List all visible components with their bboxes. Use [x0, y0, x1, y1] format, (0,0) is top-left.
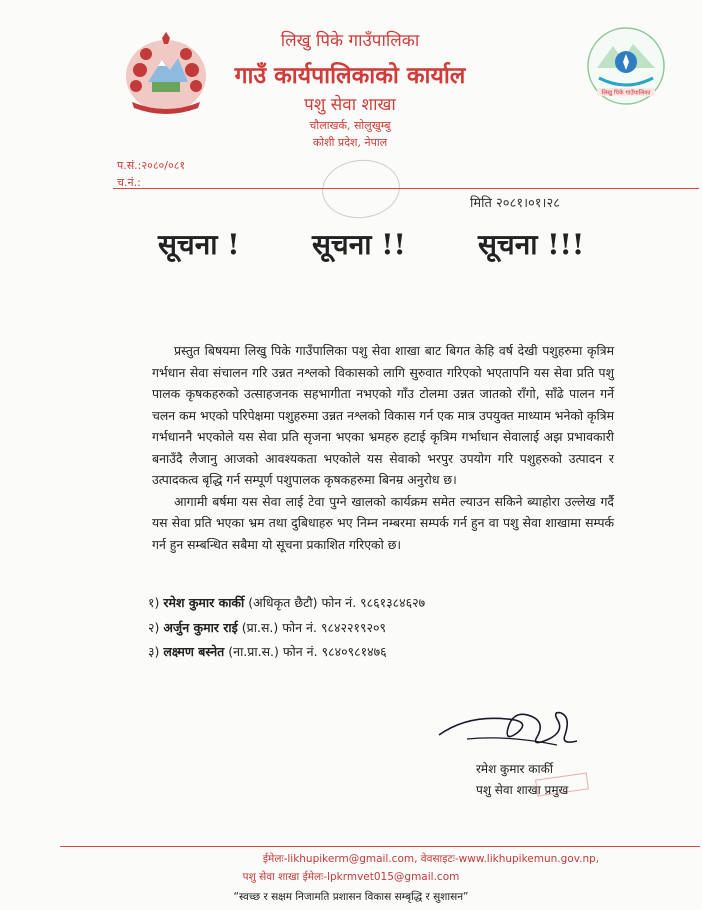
municipality-name: लिखु पिके गाउँपालिका	[280, 31, 420, 51]
body-paragraph-2: आगामी बर्षमा यस सेवा लाई टेवा पुग्ने खालको कार्यक्रम समेत ल्याउन सकिने ब्याहोरा उल्लेख गर्दै यस सेवा प्रति भएका भ्रम तथा दुबिधाहरु भए निम्न नम्बरमा सम्पर्क गर्न हुन वा पशु सेवा शाखामा सम्पर्क गर्न हुन सम्बन्धित सबैमा यो सूचना प्रकाशित गरिएको छ।	[152, 493, 614, 552]
date: मिति २०८१।०१।२८	[470, 196, 560, 211]
municipality-logo	[585, 26, 667, 106]
reference-number: प.सं.:२०८०/०८१	[117, 159, 186, 172]
contact-row	[148, 594, 425, 611]
header-divider	[113, 188, 699, 189]
signatory-name: रमेश कुमार कार्की	[476, 762, 553, 776]
contact-number: ३)	[148, 644, 160, 659]
handwritten-signature	[437, 695, 587, 755]
notice-heading-3: सूचना !!!	[478, 228, 585, 261]
contact-phone-label: फोन नं.	[282, 644, 318, 659]
contact-name: लक्ष्मण बस्नेत	[163, 644, 225, 659]
contact-number: २)	[148, 620, 160, 635]
contact-row	[148, 643, 387, 660]
contact-number: १)	[148, 595, 160, 610]
contact-phone: ९८४२२१९२०९	[320, 620, 386, 635]
contact-name: रमेश कुमार कार्की	[163, 595, 245, 610]
contact-row	[148, 619, 386, 636]
contact-post: (अधिकृत छैटौ)	[248, 595, 318, 610]
contact-name: अर्जुन कुमार राई	[163, 620, 238, 635]
notice-body	[152, 340, 614, 555]
footer-divider	[60, 846, 700, 847]
footer-slogan: “स्वच्छ र सक्षम निजामति प्रशासन विकास सम्बृद्धि र सुशासन”	[233, 891, 469, 903]
footer-contact: ईमेलः-likhupikerm@gmail.com, वेवसाइटः-www.likhupikemun.gov.np,	[262, 853, 600, 865]
contact-phone: ९८६१३८४६२७	[360, 595, 426, 610]
contact-post: (प्रा.स.)	[241, 620, 279, 635]
footer-section-email: पशु सेवा शाखा ईमेलः-lpkrmvet015@gmail.com	[242, 871, 460, 883]
body-paragraph-1: प्रस्तुत बिषयमा लिखु पिके गाउँपालिका पशु सेवा शाखा बाट बिगत केहि वर्ष देखी पशुहरुमा कृत्रिम गर्भधान सेवा संचालन गरि उन्नत नश्लको विकासको लागि सुरुवात गरिएको भएतापनि यस सेवा प्रति पशु पालक कृषकहरुको उत्साहजनक सहभागीता नभएको गाँउ टोलमा उन्नत जातको राँगो, साँढे पालन गर्ने चलन कम भएको परिपेक्षमा पशुहरुमा उन्नत नश्लको विकास गर्न एक मात्र उपयुक्त माध्याम भनेको कृत्रिम गर्भधाननै भएकोले यस सेवा प्रति सृजना भएका भ्रमहरु हटाई कृत्रिम गर्भाधान सेवालाई अझ प्रभावकारी बनाउँदै लैजानु आजको आवश्यकता भएकोले यस सेवाको भरपुर उपयोग गरि पशुहरुको उत्पादन र उत्पादकत्व बृद्धि गर्न सम्पूर्ण पशुपालक कृषकहरुमा बिनम्र अनुरोध छ।	[152, 343, 614, 487]
logo-caption: लिखु पिके गाउँपालिका	[601, 89, 651, 97]
contact-phone: ९८४०९८१४७६	[321, 644, 387, 659]
dispatch-number: च.नं.:	[117, 176, 141, 189]
address-line-1: चौलाखर्क, सोलुखुम्बु	[309, 119, 391, 132]
contact-post: (ना.प्रा.स.)	[228, 644, 279, 659]
contact-phone-label: फोन नं.	[282, 620, 317, 635]
office-stamp	[319, 156, 403, 222]
notice-heading-2: सूचना !!	[312, 228, 406, 261]
section-name: पशु सेवा शाखा	[304, 95, 396, 115]
notice-heading-1: सूचना !	[158, 228, 240, 261]
address-line-2: कोशी प्रदेश, नेपाल	[312, 136, 388, 149]
office-name: गाउँ कार्यपालिकाको कार्याल	[234, 62, 466, 89]
contact-phone-label: फोन नं.	[321, 595, 357, 610]
signatory-title: पशु सेवा शाखा प्रमुख	[476, 783, 569, 797]
